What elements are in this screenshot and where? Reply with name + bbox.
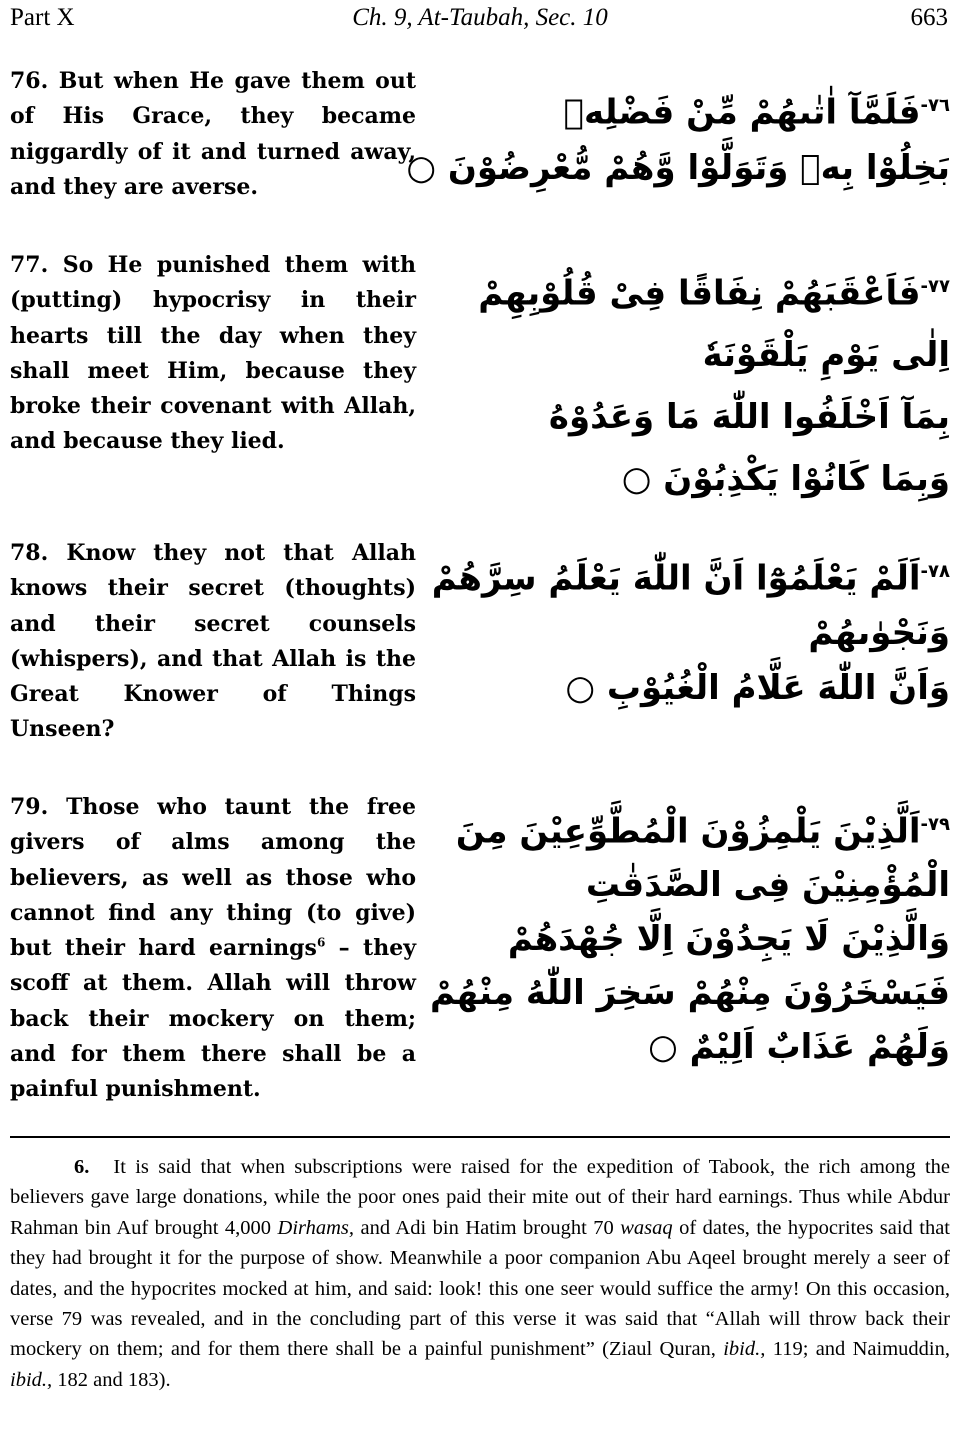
verse-english <box>10 536 416 748</box>
verse-arabic <box>478 256 950 510</box>
verse-text-continued: – they scoff at them. Allah will throw back their mockery on them; and for them there shall be a painful punishment. <box>10 935 416 1103</box>
arabic-line: وَلَهُمْ عَذَابٌ اَلِيْمٌ ○ <box>648 1027 950 1068</box>
chapter-title: Ch. 9, At-Taubah, Sec. 10 <box>352 4 608 31</box>
arabic-line: $^{٧٩-}$اَلَّذِيْنَ يَلْمِزُوْنَ الْمُطَّوِّعِيْنَ مِنَ <box>455 811 950 852</box>
arabic-line: اِلٰى يَوْمِ يَلْقَوْنَهٗ <box>702 335 950 376</box>
verse-77 <box>10 248 950 498</box>
footnote-number: 6. <box>74 1156 90 1178</box>
footnote-divider <box>10 1136 950 1138</box>
arabic-verse-number: ٧٩- <box>920 814 950 835</box>
verse-number: 78. <box>10 540 49 566</box>
verse-english <box>10 790 416 1108</box>
verse-number: 79. <box>10 794 49 820</box>
arabic-line: $^{٧٧-}$فَاَعْقَبَهُمْ نِفَاقًا فِىْ قُلُوْبِهِمْ <box>478 273 950 314</box>
page-number: 663 <box>910 4 948 31</box>
verse-text: Those who taunt the free givers of alms among the believers, as well as those who cannot find any thing (to give) but their hard earnings <box>10 794 416 962</box>
verse-arabic <box>430 798 950 1074</box>
arabic-verse-number: ٧٧- <box>920 276 950 297</box>
verse-english <box>10 248 416 460</box>
arabic-line: $^{٧٨-}$اَلَمْ يَعْلَمُوْٓا اَنَّ اللّٰهَ يَعْلَمُ سِرَّهُمْ <box>431 558 950 599</box>
verse-79 <box>10 790 950 1120</box>
verse-76 <box>10 64 950 214</box>
verse-text: But when He gave them out of His Grace, they became niggardly of it and turned away, and they are averse. <box>10 68 416 200</box>
footnote: 6. It is said that when subscriptions were raised for the expedition of Tabook, the rich among the believers gave large donations, while the poor ones paid their mite out of their hard earnings. Thus while Abdur Rahman bin Auf brought 4,000 Dirhams, and Adi bin Hatim brought 70 wasaq of dates, the hypocrites said that they had brought it for the purpose of show. Meanwhile a poor companion Abu Aqeel brought merely a seer of dates, and the hypocrites mocked at him, and said: look! this one seer would suffice the army! On this occasion, verse 79 was revealed, and in the concluding part of this verse it was said that “Allah will throw back their mockery on them; and for them there shall be a painful punishment” (Ziaul Quran, ibid., 119; and Naimuddin, ibid., 182 and 183). <box>10 1156 950 1391</box>
verse-text: Know they not that Allah knows their secret (thoughts) and their secret counsels (whispers), and that Allah is the Great Knower of Things Unseen? <box>10 540 416 743</box>
page-header <box>0 0 960 36</box>
verse-number: 76. <box>10 68 49 94</box>
arabic-line: وَبِمَا كَانُوْا يَكْذِبُوْنَ ○ <box>621 459 950 500</box>
footnote-reference[interactable]: 6 <box>316 935 326 950</box>
arabic-verse-number: ٧٦- <box>920 95 950 116</box>
verse-arabic <box>431 544 950 716</box>
arabic-line: فَيَسْخَرُوْنَ مِنْهُمْ سَخِرَ اللّٰهُ مِنْهُمْ <box>430 973 950 1014</box>
verse-number: 77. <box>10 252 49 278</box>
verse-english <box>10 64 416 205</box>
arabic-verse-number: ٧٨- <box>920 561 950 582</box>
arabic-line: وَنَجْوٰىهُمْ <box>808 613 950 654</box>
verse-arabic <box>406 78 950 196</box>
arabic-line: الْمُؤْمِنِيْنَ فِى الصَّدَقٰتِ <box>585 865 950 906</box>
part-label: Part X <box>10 4 75 31</box>
arabic-line: بَخِلُوْا بِهٖ وَتَوَلَّوْا وَّهُمْ مُّعْرِضُوْنَ ○ <box>406 148 950 189</box>
arabic-line: وَالَّذِيْنَ لَا يَجِدُوْنَ اِلَّا جُهْدَهُمْ <box>507 919 950 960</box>
arabic-line: $^{٧٦-}$فَلَمَّآ اٰتٰىهُمْ مِّنْ فَضْلِهٖ <box>563 92 950 133</box>
arabic-line: وَاَنَّ اللّٰهَ عَلَّامُ الْغُيُوْبِ ○ <box>565 668 950 709</box>
verse-78 <box>10 536 950 751</box>
arabic-line: بِمَآ اَخْلَفُوا اللّٰهَ مَا وَعَدُوْهُ <box>548 397 950 438</box>
verse-text: So He punished them with (putting) hypocrisy in their hearts till the day when they shall meet Him, because they broke their covenant with Allah, and because they lied. <box>10 252 416 455</box>
